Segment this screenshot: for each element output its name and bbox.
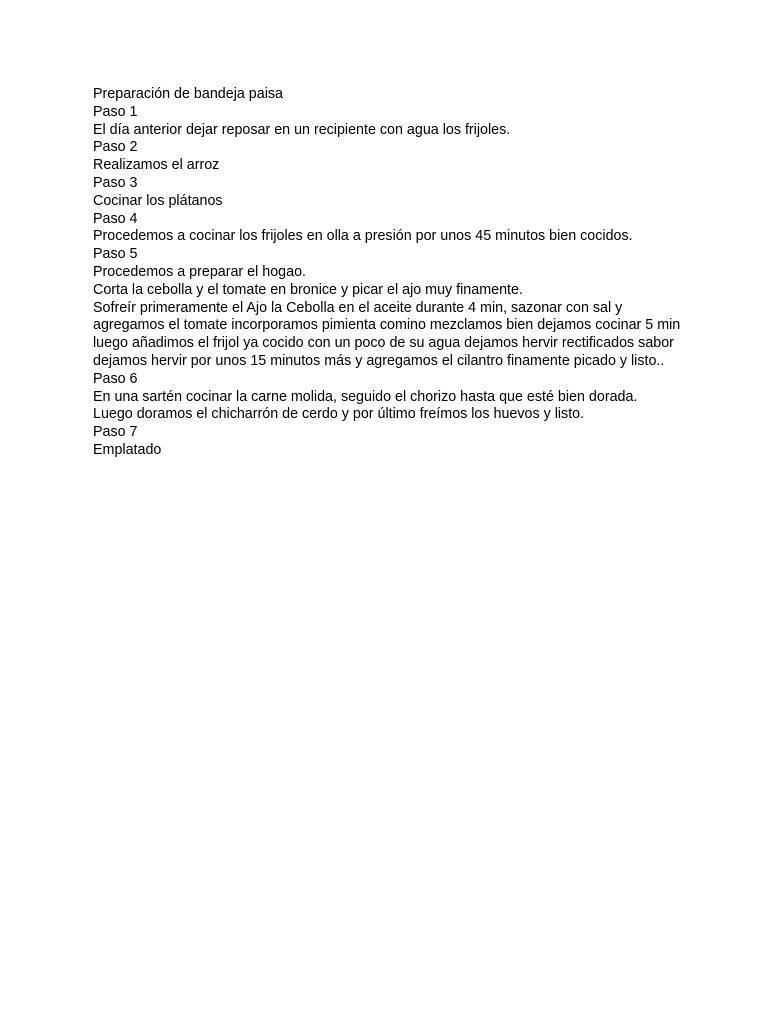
- step-1: [93, 104, 683, 140]
- step-text: Procedemos a cocinar los frijoles en olla a presión por unos 45 minutos bien cocidos.: [93, 228, 633, 245]
- document-page: [93, 86, 683, 460]
- step-3: [93, 175, 683, 211]
- step-6: [93, 371, 683, 424]
- step-text: En una sartén cocinar la carne molida, seguido el chorizo hasta que esté bien dorada.: [93, 388, 638, 405]
- step-5: [93, 246, 683, 371]
- step-label: Paso 1: [93, 103, 138, 120]
- step-label: Paso 4: [93, 210, 138, 227]
- step-2: [93, 139, 683, 175]
- step-4: [93, 211, 683, 247]
- step-label: Paso 2: [93, 139, 138, 156]
- step-label: Paso 5: [93, 246, 138, 263]
- step-text: Luego doramos el chicharrón de cerdo y por último freímos los huevos y listo.: [93, 406, 585, 423]
- step-text: Cocinar los plátanos: [93, 192, 223, 209]
- document-title: Preparación de bandeja paisa: [93, 86, 283, 102]
- step-label: Paso 3: [93, 174, 138, 191]
- step-text: Corta la cebolla y el tomate en bronice y picar el ajo muy finamente.: [93, 281, 523, 298]
- step-text: Emplatado: [93, 441, 162, 458]
- step-text: El día anterior dejar reposar en un recipiente con agua los frijoles.: [93, 121, 511, 138]
- step-text: Sofreír primeramente el Ajo la Cebolla en el aceite durante 4 min, sazonar con sal y agregamos el tomate incorporamos pimienta comino mezclamos bien dejamos cocinar 5 min luego añadimos el frijol ya cocido con un poco de su agua dejamos hervir rectificados sabor dejamos hervir por unos 15 minutos más y agregamos el cilantro finamente picado y listo..: [93, 299, 681, 369]
- step-7: [93, 424, 683, 460]
- step-label: Paso 7: [93, 424, 138, 441]
- step-text: Realizamos el arroz: [93, 157, 220, 174]
- step-text: Procedemos a preparar el hogao.: [93, 263, 306, 280]
- step-label: Paso 6: [93, 370, 138, 387]
